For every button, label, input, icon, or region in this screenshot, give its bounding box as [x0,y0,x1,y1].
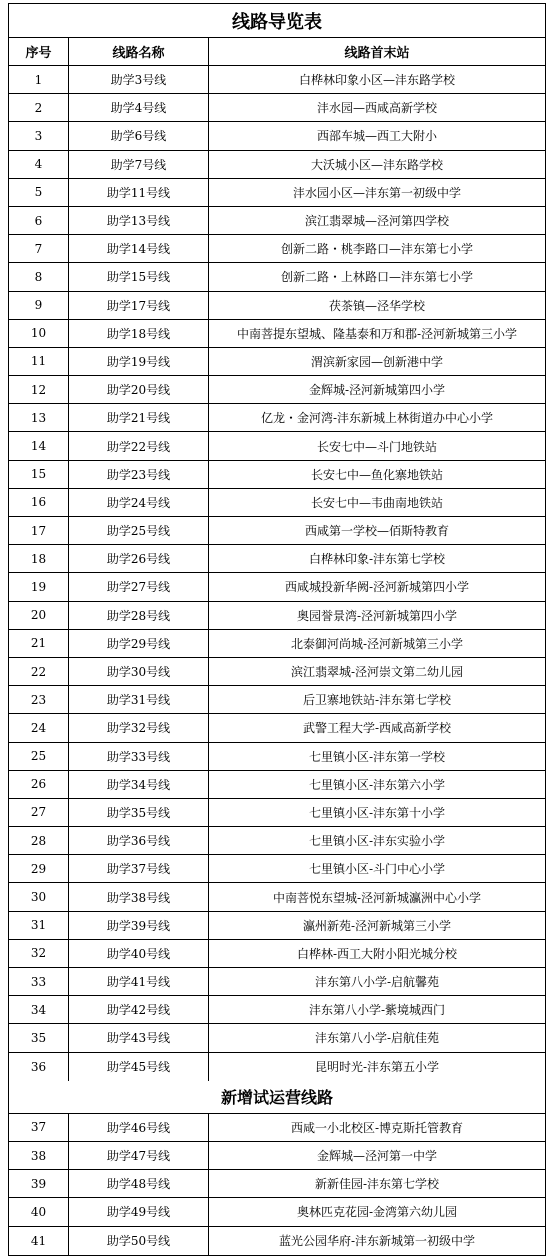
route-name: 助学21号线 [69,404,209,431]
table-row [9,883,545,911]
route-name: 助学6号线 [69,122,209,149]
table-row [9,743,545,771]
route-name: 助学19号线 [69,348,209,375]
route-name: 助学22号线 [69,432,209,459]
table-title: 线路导览表 [9,4,545,38]
route-number: 34 [9,996,69,1023]
table-row [9,912,545,940]
route-name: 助学29号线 [69,630,209,657]
route-number: 14 [9,432,69,459]
route-terminals: 亿龙・金河湾-沣东新城上林街道办中心小学 [260,411,494,426]
table-row [9,1142,545,1170]
route-number: 3 [9,122,69,149]
header-terminals: 线路首末站 [344,46,410,61]
route-terminals: 沣水园小区—沣东第一初级中学 [292,185,461,200]
route-name: 助学38号线 [69,883,209,910]
route-terminals: 西部车城—西工大附小 [316,129,437,144]
route-terminals: 北泰御河尚城-泾河新城第三小学 [290,636,464,651]
table-row [9,235,545,263]
route-name: 助学24号线 [69,489,209,516]
table-row [9,263,545,291]
route-name: 助学18号线 [69,320,209,347]
table-row [9,292,545,320]
route-number: 16 [9,489,69,516]
table-row [9,630,545,658]
route-number: 21 [9,630,69,657]
route-number: 31 [9,912,69,939]
route-terminals: 滨江翡翠城—泾河第四学校 [304,214,449,229]
route-terminals: 西咸城投新华阙-泾河新城第四小学 [284,580,470,595]
route-terminals: 瀛州新苑-泾河新城第三小学 [302,918,452,933]
route-terminals: 沣东第八小学-紫境城西门 [308,1003,446,1018]
route-terminals: 渭滨新家园—创新港中学 [310,354,443,369]
route-terminals: 武警工程大学-西咸高新学校 [302,721,452,736]
route-name: 助学25号线 [69,517,209,544]
table-row [9,996,545,1024]
route-number: 2 [9,94,69,121]
route-name: 助学37号线 [69,855,209,882]
route-terminals: 新新佳园-沣东第七学校 [314,1177,440,1192]
table-row [9,94,545,122]
route-name: 助学41号线 [69,968,209,995]
table-row [9,517,545,545]
route-number: 30 [9,883,69,910]
route-number: 15 [9,461,69,488]
route-terminals: 长安七中—韦曲南地铁站 [310,495,443,510]
route-number: 23 [9,686,69,713]
route-number: 10 [9,320,69,347]
route-name: 助学3号线 [69,66,209,93]
route-name: 助学20号线 [69,376,209,403]
route-terminals: 茯茶镇—泾华学校 [328,298,425,313]
route-number: 5 [9,179,69,206]
route-terminals: 长安七中—斗门地铁站 [316,439,437,454]
table-row [9,1227,545,1255]
route-name: 助学34号线 [69,771,209,798]
table-row [9,66,545,94]
route-terminals: 西咸一小北校区-博克斯托管教育 [290,1120,464,1135]
route-name: 助学28号线 [69,602,209,629]
header-number: 序号 [9,38,69,65]
route-number: 20 [9,602,69,629]
route-terminals: 沣东第八小学-启航馨苑 [314,975,440,990]
route-name: 助学14号线 [69,235,209,262]
route-terminals: 中南菩提东望城、隆基泰和万和郡-泾河新城第三小学 [236,326,518,341]
route-number: 13 [9,404,69,431]
route-name: 助学32号线 [69,714,209,741]
route-terminals: 创新二路・上林路口—沣东第七小学 [280,270,473,285]
route-number: 9 [9,292,69,319]
table-row [9,799,545,827]
route-terminals: 七里镇小区-沣东第十小学 [308,805,446,820]
route-terminals: 七里镇小区-沣东实验小学 [308,834,446,849]
route-terminals: 白桦林-西工大附小阳光城分校 [296,946,458,961]
route-number: 22 [9,658,69,685]
table-row [9,1198,545,1226]
route-name: 助学39号线 [69,912,209,939]
route-terminals: 长安七中—鱼化寨地铁站 [310,467,443,482]
table-row [9,1024,545,1052]
route-number: 24 [9,714,69,741]
route-number: 1 [9,66,69,93]
route-name: 助学7号线 [69,151,209,178]
table-row [9,658,545,686]
route-terminals: 七里镇小区-沣东第一学校 [308,749,446,764]
table-row [9,686,545,714]
table-row [9,404,545,432]
route-name: 助学36号线 [69,827,209,854]
route-number: 39 [9,1170,69,1197]
route-name: 助学17号线 [69,292,209,319]
section-title-new-routes: 新增试运营线路 [9,1081,545,1114]
route-name: 助学42号线 [69,996,209,1023]
route-number: 38 [9,1142,69,1169]
route-name: 助学35号线 [69,799,209,826]
route-terminals: 七里镇小区-斗门中心小学 [308,862,446,877]
table-row [9,432,545,460]
route-terminals: 大沃城小区—沣东路学校 [310,157,443,172]
route-number: 33 [9,968,69,995]
route-number: 40 [9,1198,69,1225]
table-row [9,1114,545,1142]
route-name: 助学40号线 [69,940,209,967]
route-number: 8 [9,263,69,290]
route-name: 助学30号线 [69,658,209,685]
route-number: 25 [9,743,69,770]
table-row [9,602,545,630]
table-row [9,207,545,235]
table-row [9,573,545,601]
table-row [9,122,545,150]
route-name: 助学43号线 [69,1024,209,1051]
route-number: 41 [9,1227,69,1255]
route-terminals: 七里镇小区-沣东第六小学 [308,777,446,792]
route-name: 助学23号线 [69,461,209,488]
route-number: 19 [9,573,69,600]
route-terminals: 奥园誉景湾-泾河新城第四小学 [296,608,458,623]
table-row [9,461,545,489]
route-number: 6 [9,207,69,234]
table-row [9,151,545,179]
route-name: 助学45号线 [69,1053,209,1081]
route-terminals: 金辉城—泾河第一中学 [316,1149,437,1164]
route-number: 27 [9,799,69,826]
table-row [9,320,545,348]
table-row [9,771,545,799]
header-row [9,38,545,66]
route-number: 32 [9,940,69,967]
route-name: 助学11号线 [69,179,209,206]
table-row [9,714,545,742]
route-name: 助学46号线 [69,1114,209,1141]
route-terminals: 白桦林印象小区—沣东路学校 [298,73,455,88]
table-row [9,545,545,573]
table-row [9,179,545,207]
table-row [9,1170,545,1198]
route-terminals: 西咸第一学校—佰斯特教育 [304,524,449,539]
route-name: 助学50号线 [69,1227,209,1255]
route-number: 37 [9,1114,69,1141]
route-number: 11 [9,348,69,375]
new-route-rows [9,1114,545,1255]
route-name: 助学47号线 [69,1142,209,1169]
route-number: 35 [9,1024,69,1051]
route-rows [9,66,545,1081]
route-name: 助学31号线 [69,686,209,713]
table-row [9,376,545,404]
table-row [9,348,545,376]
header-route-name: 线路名称 [69,38,209,65]
route-name: 助学26号线 [69,545,209,572]
route-number: 26 [9,771,69,798]
table-row [9,489,545,517]
route-name: 助学48号线 [69,1170,209,1197]
table-row [9,968,545,996]
route-terminals: 金辉城-泾河新城第四小学 [308,383,446,398]
route-terminals: 滨江翡翠城-泾河崇文第二幼儿园 [290,665,464,680]
route-number: 18 [9,545,69,572]
route-number: 29 [9,855,69,882]
route-number: 12 [9,376,69,403]
route-name: 助学49号线 [69,1198,209,1225]
route-name: 助学13号线 [69,207,209,234]
route-number: 7 [9,235,69,262]
route-terminals: 中南菩悦东望城-泾河新城瀛洲中心小学 [272,890,482,905]
route-name: 助学4号线 [69,94,209,121]
table-row [9,827,545,855]
route-name: 助学33号线 [69,743,209,770]
route-number: 4 [9,151,69,178]
route-name: 助学27号线 [69,573,209,600]
route-terminals: 蓝光公园华府-沣东新城第一初级中学 [278,1234,476,1249]
route-terminals: 奥林匹克花园-金湾第六幼儿园 [296,1205,458,1220]
route-name: 助学15号线 [69,263,209,290]
route-guide-table [8,3,546,1256]
route-terminals: 后卫寨地铁站-沣东第七学校 [302,693,452,708]
table-row [9,1053,545,1081]
table-row [9,855,545,883]
route-number: 36 [9,1053,69,1081]
table-row [9,940,545,968]
route-terminals: 昆明时光-沣东第五小学 [314,1060,440,1075]
route-number: 28 [9,827,69,854]
route-terminals: 沣东第八小学-启航佳苑 [314,1031,440,1046]
route-terminals: 创新二路・桃李路口—沣东第七小学 [280,242,473,257]
route-terminals: 白桦林印象-沣东第七学校 [308,552,446,567]
route-terminals: 沣水园—西咸高新学校 [316,101,437,116]
route-number: 17 [9,517,69,544]
